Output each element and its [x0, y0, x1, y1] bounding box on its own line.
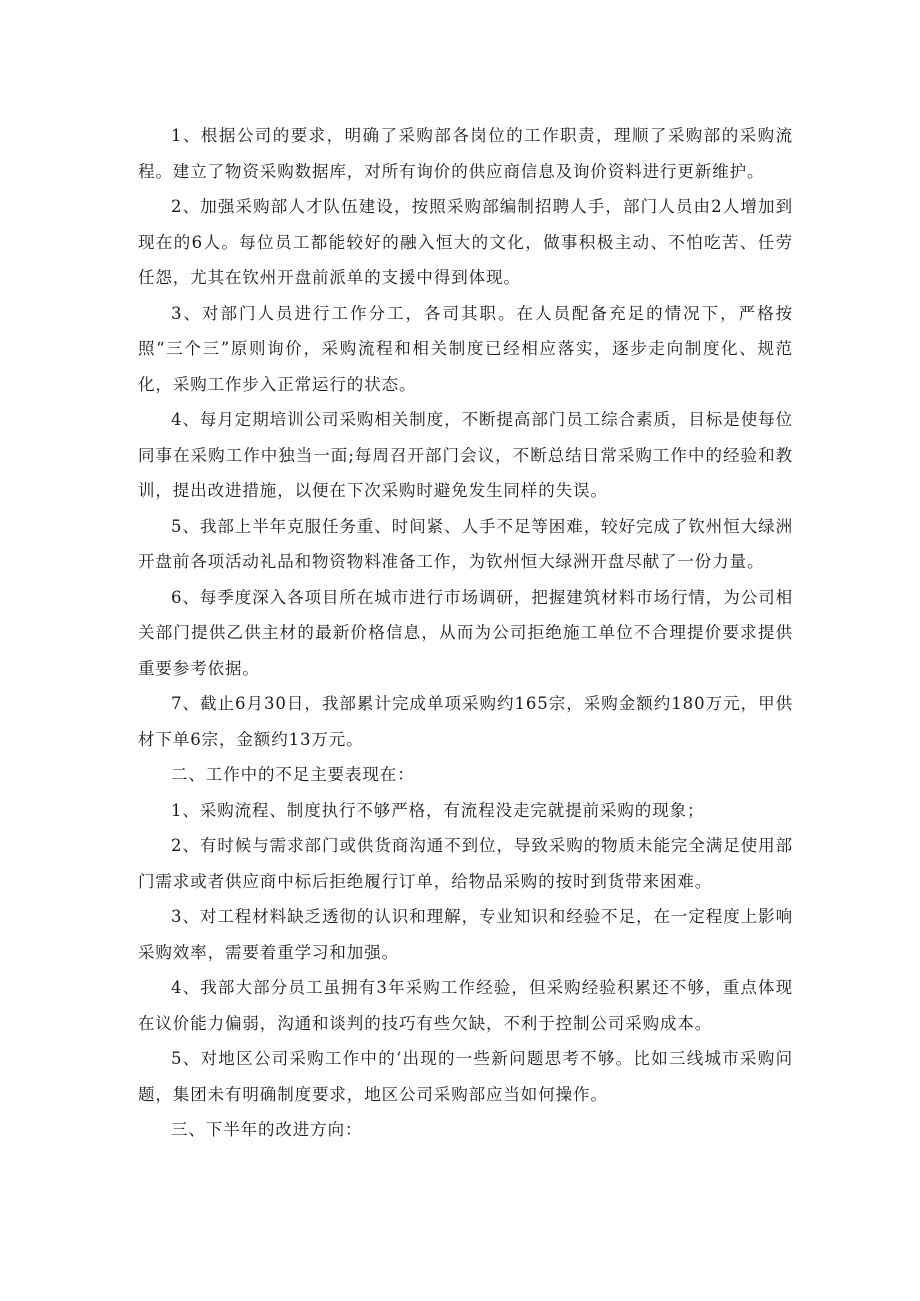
paragraph-achievement-7: 7、截止6月30日，我部累计完成单项采购约165宗，采购金额约180万元，甲供材下单6宗，金额约13万元。: [138, 694, 793, 749]
document-body: [138, 118, 793, 1148]
section-heading-shortcomings: 二、工作中的不足主要表现在：: [171, 765, 415, 784]
paragraph-achievement-4: 4、每月定期培训公司采购相关制度，不断提高部门员工综合素质，目标是使每位同事在采购工作中独当一面;每周召开部门会议，不断总结日常采购工作中的经验和教训，提出改进措施，以便在下次采购时避免发生同样的失误。: [138, 410, 793, 500]
paragraph-achievement-3: 3、对部门人员进行工作分工，各司其职。在人员配备充足的情况下，严格按照“三个三”原则询价，采购流程和相关制度已经相应落实，逐步走向制度化、规范化，采购工作步入正常运行的状态。: [138, 303, 793, 394]
paragraph-shortcoming-2: 2、有时候与需求部门或供货商沟通不到位，导致采购的物质未能完全满足使用部门需求或者供应商中标后拒绝履行订单，给物品采购的按时到货带来困难。: [138, 836, 793, 891]
paragraph-achievement-2: 2、加强采购部人才队伍建设，按照采购部编制招聘人手，部门人员由2人增加到现在的6人。每位员工都能较好的融入恒大的文化，做事积极主动、不怕吃苦、任劳任怨，尤其在钦州开盘前派单的支援中得到体现。: [138, 197, 793, 287]
paragraph-achievement-5: 5、我部上半年克服任务重、时间紧、人手不足等困难，较好完成了钦州恒大绿洲开盘前各项活动礼品和物资物料准备工作，为钦州恒大绿洲开盘尽献了一份力量。: [138, 516, 793, 571]
paragraph-shortcoming-5: 5、对地区公司采购工作中的‘出现的一些新问题思考不够。比如三线城市采购问题，集团未有明确制度要求，地区公司采购部应当如何操作。: [138, 1049, 793, 1104]
paragraph-achievement-1: 1、根据公司的要求，明确了采购部各岗位的工作职责，理顺了采购部的采购流程。建立了物资采购数据库，对所有询价的供应商信息及询价资料进行更新维护。: [138, 126, 793, 181]
paragraph-achievement-6: 6、每季度深入各项目所在城市进行市场调研，把握建筑材料市场行情，为公司相关部门提供乙供主材的最新价格信息，从而为公司拒绝施工单位不合理提价要求提供重要参考依据。: [138, 587, 793, 678]
paragraph-shortcoming-1: 1、采购流程、制度执行不够严格，有流程没走完就提前采购的现象；: [171, 800, 705, 820]
paragraph-shortcoming-4: 4、我部大部分员工虽拥有3年采购工作经验，但采购经验积累还不够，重点体现在议价能力偏弱，沟通和谈判的技巧有些欠缺，不利于控制公司采购成本。: [138, 978, 793, 1033]
paragraph-shortcoming-3: 3、对工程材料缺乏透彻的认识和理解，专业知识和经验不足，在一定程度上影响采购效率，需要着重学习和加强。: [138, 907, 793, 962]
section-heading-improvements: 三、下半年的改进方向：: [171, 1120, 363, 1139]
